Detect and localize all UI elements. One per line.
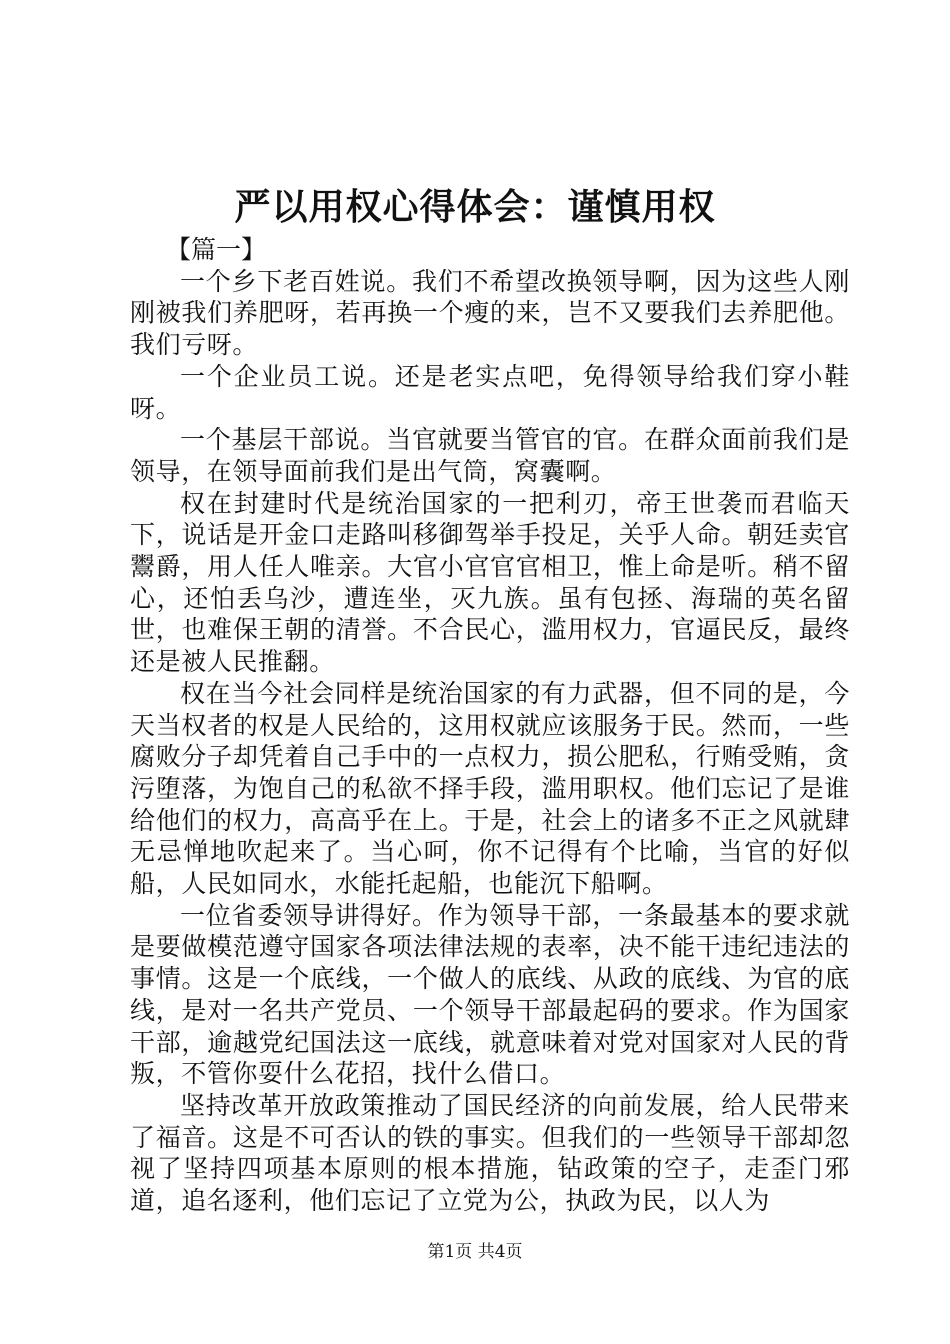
paragraph-2: 一个企业员工说。还是老实点吧，免得领导给我们穿小鞋呀。 — [130, 361, 850, 423]
paragraph-3: 一个基层干部说。当官就要当管官的官。在群众面前我们是领导，在领导面前我们是出气筒，窝囊啊。 — [130, 425, 850, 486]
paragraph-6: 一位省委领导讲得好。作为领导干部，一条最基本的要求就是要做模范遵守国家各项法律法规的表率，决不能干违纪违法的事情。这是一个底线，一个做人的底线、从政的底线、为官的底线，是对一名共产党员、一个领导干部最起码的要求。作为国家干部，逾越党纪国法这一底线，就意味着对党对国家对人民的背叛，不管你耍什么花招，找什么借口。 — [130, 900, 850, 1089]
paragraph-1: 一个乡下老百姓说。我们不希望改换领导啊，因为这些人刚刚被我们养肥呀，若再换一个瘦的来，岂不又要我们去养肥他。我们亏呀。 — [130, 266, 850, 360]
document-body — [130, 234, 850, 1217]
section-label: 【篇一】 — [166, 235, 267, 264]
page-footer: 第1页 共4页 — [427, 1242, 523, 1262]
paragraph-4: 权在封建时代是统治国家的一把利刃，帝王世袭而君临天下，说话是开金口走路叫移御驾举手投足，关乎人命。朝廷卖官鬻爵，用人任人唯亲。大官小官官官相卫，惟上命是听。稍不留心，还怕丢乌沙，遭连坐，灭九族。虽有包拯、海瑞的英名留世，也难保王朝的清誉。不合民心，滥用权力，官逼民反，最终还是被人民推翻。 — [130, 488, 850, 677]
document-title: 严以用权心得体会：谨慎用权 — [234, 186, 716, 228]
paragraph-7: 坚持改革开放政策推动了国民经济的向前发展，给人民带来了福音。这是不可否认的铁的事实。但我们的一些领导干部却忽视了坚持四项基本原则的根本措施，钻政策的空子，走歪门邪道，追名逐利，他们忘记了立党为公，执政为民，以人为 — [130, 1090, 850, 1216]
paragraph-5: 权在当今社会同样是统治国家的有力武器，但不同的是，今天当权者的权是人民给的，这用权就应该服务于民。然而，一些腐败分子却凭着自己手中的一点权力，损公肥私，行贿受贿，贪污堕落，为饱自己的私欲不择手段，滥用职权。他们忘记了是谁给他们的权力，高高乎在上。于是，社会上的诸多不正之风就肆无忌惮地吹起来了。当心呵，你不记得有个比喻，当官的好似船，人民如同水，水能托起船，也能沉下船啊。 — [130, 678, 850, 899]
